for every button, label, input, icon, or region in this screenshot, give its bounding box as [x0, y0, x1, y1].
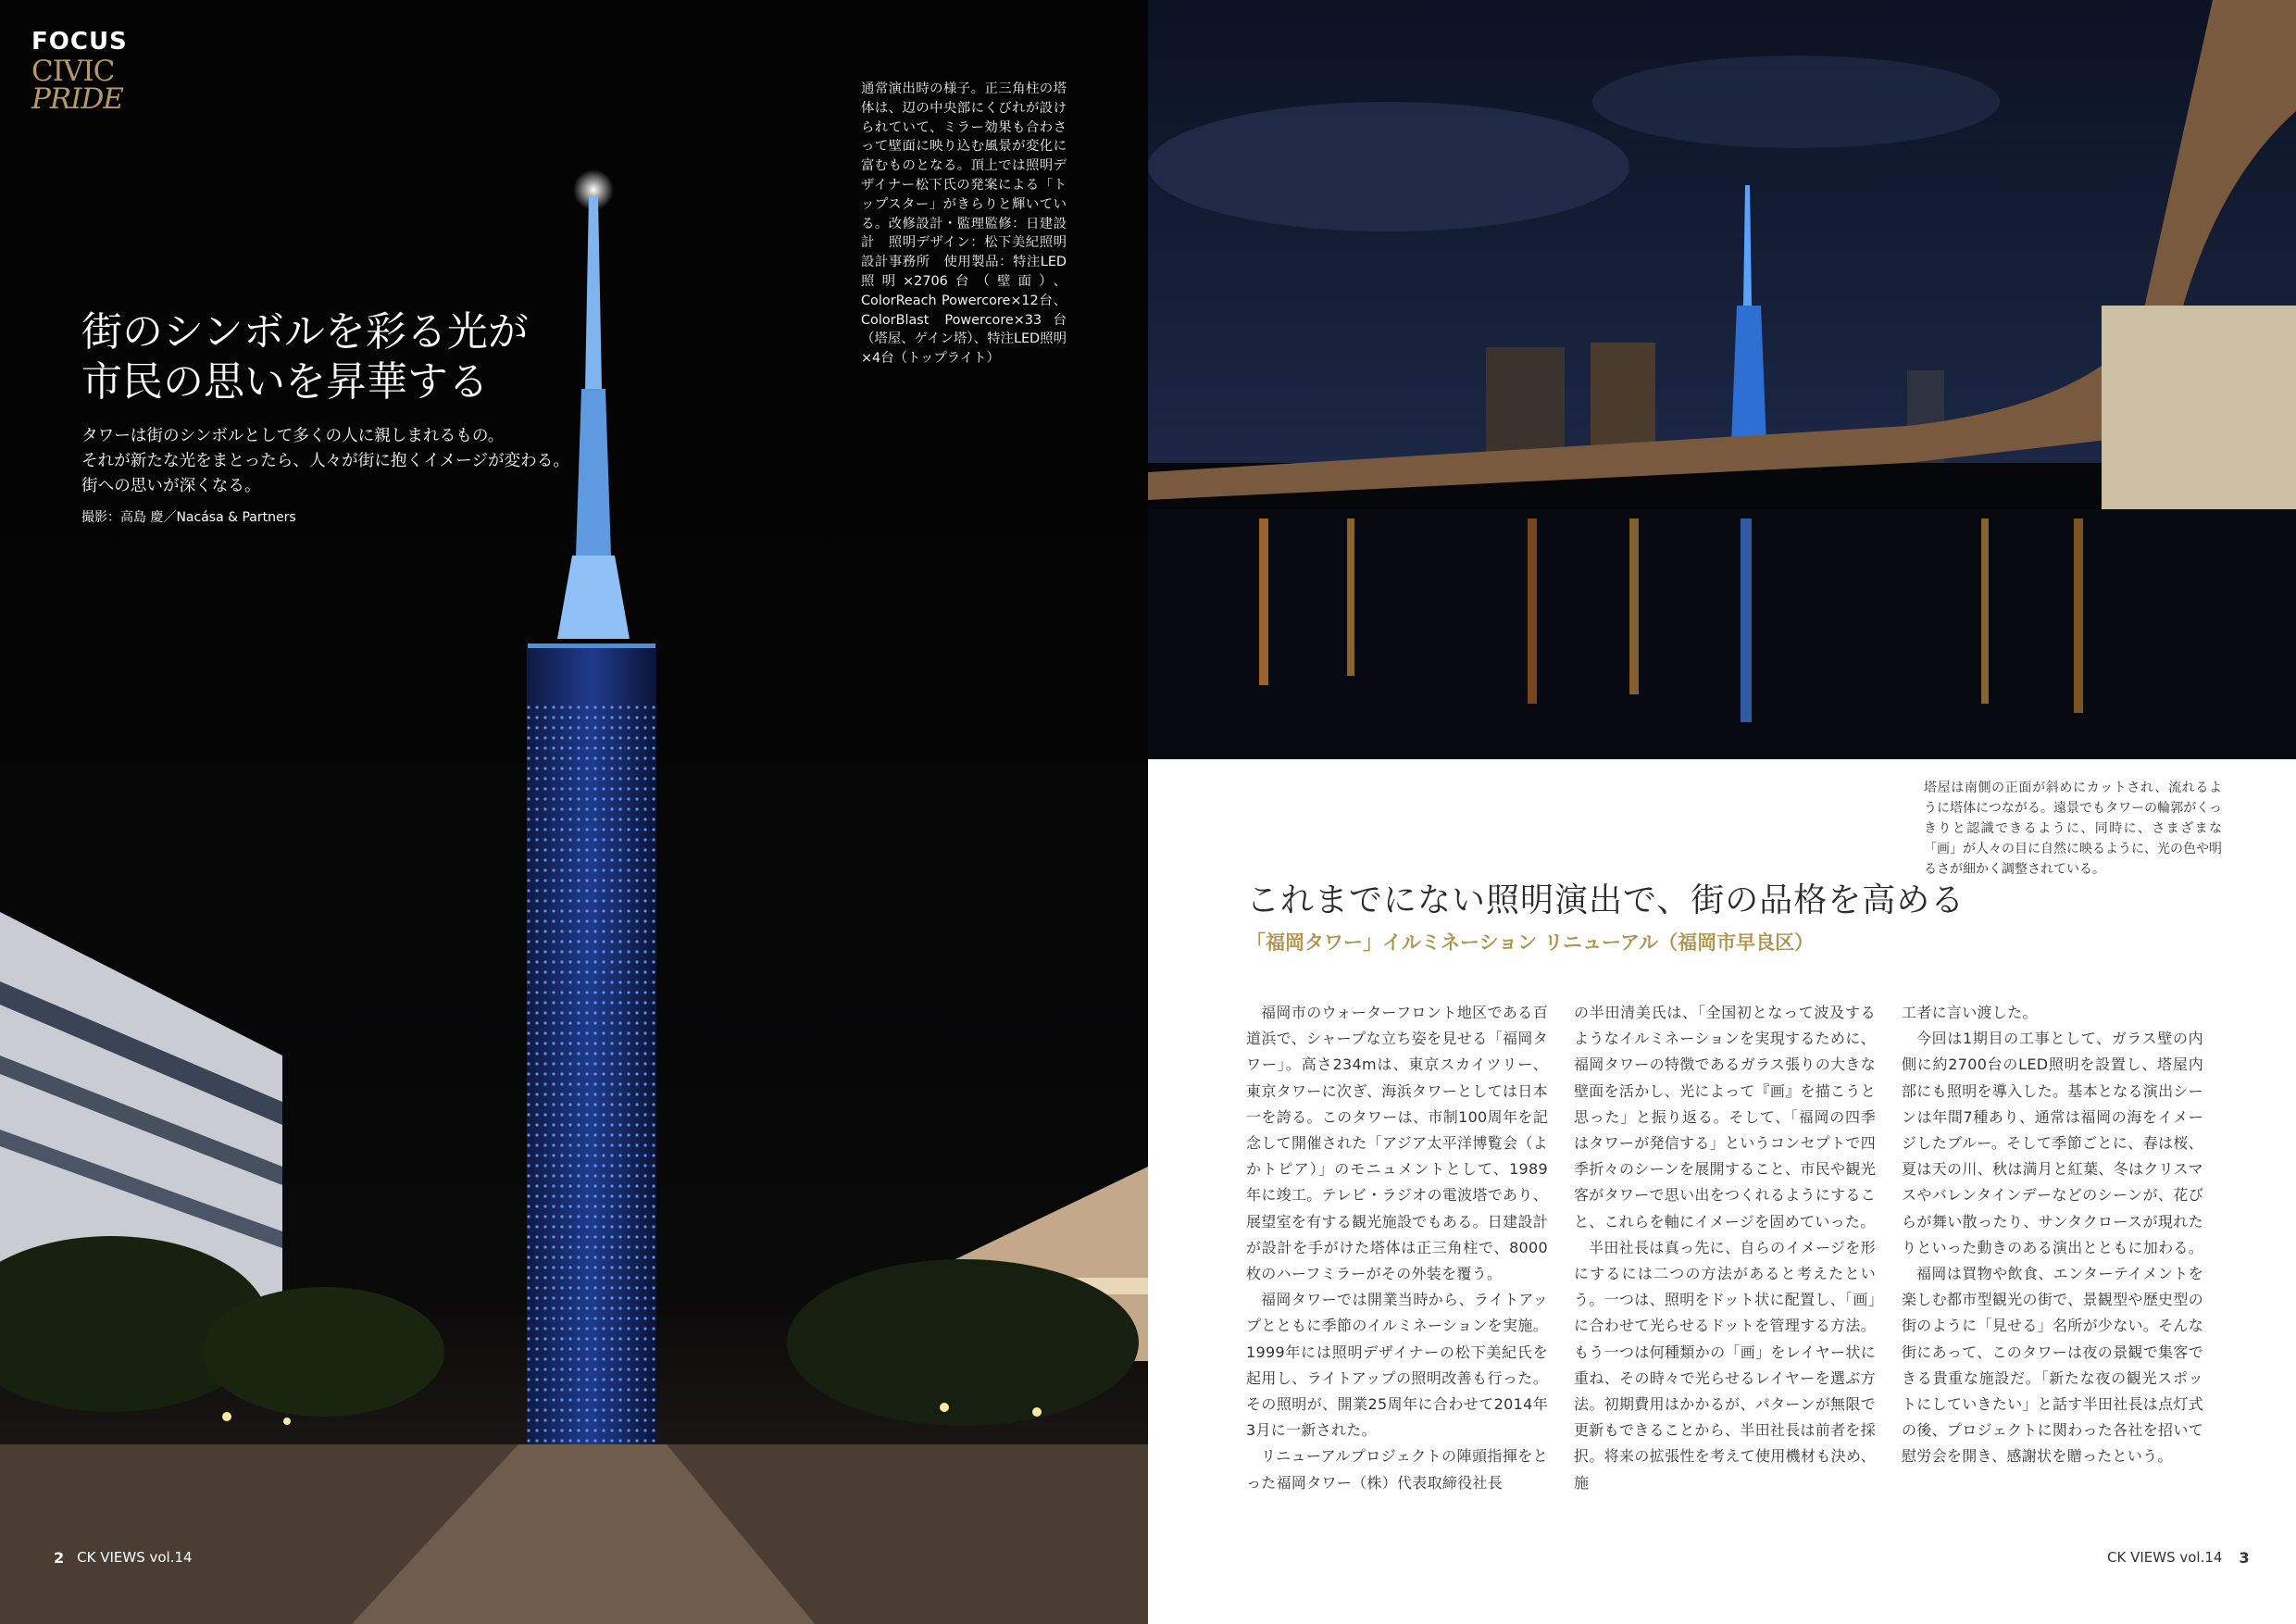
page-number-left: 2: [54, 1549, 65, 1567]
article-subheading: 「福岡タワー」イルミネーション リニューアル（福岡市早良区）: [1246, 931, 1815, 954]
paragraph: 工者に言い渡した。: [1902, 1004, 2038, 1021]
lead-line2: それが新たな光をまとったら、人々が街に抱くイメージが変わる。: [81, 452, 569, 470]
page-number-right: 3: [2239, 1549, 2250, 1567]
article-column-3: [1902, 1000, 2203, 1470]
civic-word: CIVIC: [31, 55, 115, 88]
paragraph: リニューアルプロジェクトの陣頭指揮をとった福岡タワー（株）代表取締役社長: [1246, 1447, 1548, 1492]
lead-line1: タワーは街のシンボルとして多くの人に親しまれるもの。: [81, 427, 505, 445]
right-page: [1148, 0, 2296, 1624]
tower-cap-caption: 塔屋は南側の正面が斜めにカットされ、流れるように塔体につながる。遠景でもタワーの輪郭がくっきりと認識できるように、同時に、さまざまな「画」が人々の目に自然に映るように、光の色や明るさが細かく調整されている。: [1924, 781, 2222, 877]
paragraph: 今回は1期目の工事として、ガラス壁の内側に約2700台のLED照明を設置し、塔屋内部にも照明を導入した。基本となる演出シーンは年間7種あり、通常は福岡の海をイメージしたブルー。そして季節ごとに、春は桜、夏は天の川、秋は満月と紅葉、冬はクリスマスやバレンタインデーなどのシーンが、花びらが舞い散ったり、サンタクロースが現れたりといった動きのある演出とともに加わる。: [1902, 1030, 2204, 1256]
article-column-2: [1574, 1000, 1876, 1496]
magazine-name-left: CK VIEWS vol.14: [77, 1549, 193, 1566]
magazine-name-right: CK VIEWS vol.14: [2107, 1549, 2223, 1566]
article-heading: これまでにない照明演出で、街の品格を高める: [1246, 881, 1965, 919]
pride-word: PRIDE: [31, 82, 123, 116]
paragraph: 福岡市のウォーターフロント地区である百道浜で、シャープな立ち姿を見せる「福岡タワー」。高さ234mは、東京スカイツリー、東京タワーに次ぎ、海浜タワーとしては日本一を誇る。このタワーは、市制100周年を記念して開催された「アジア太平洋博覧会（よかトピア）」のモニュメントとして、1989年に竣工。テレビ・ラジオの電波塔であり、展望室を有する観光施設でもある。日建設計が設計を手がけた塔体は正三角柱で、8000枚のハーフミラーがその外装を覆う。: [1246, 1004, 1549, 1283]
folio-right: [2107, 1549, 2250, 1567]
article-column-1: [1246, 1000, 1548, 1496]
paragraph: 半田社長は真っ先に、自らのイメージを形にするには二つの方法があると考えたという。一つは、照明をドット状に配置し、「画」に合わせて光らせるドットを管理する方法。もう一つは何種類かの「画」をレイヤー状に重ね、その時々で光らせるレイヤーを選ぶ方法。初期費用はかかるが、パターンが無限で更新もできることから、半田社長は前者を採択。将来の拡張性を考えて使用機材も決め、施: [1574, 1238, 1877, 1492]
civic-pride-logo: [31, 55, 123, 116]
lead-line3: 街への思いが深くなる。: [81, 477, 261, 495]
feature-lead: [81, 424, 600, 499]
photo-credit: 撮影：高島 慶／Nacása & Partners: [81, 510, 296, 525]
section-label: FOCUS: [31, 28, 128, 56]
waterfront-night-photo: [1148, 0, 2296, 759]
feature-title-line2: 市民の思いを昇華する: [81, 358, 489, 406]
paragraph: 福岡タワーでは開業当時から、ライトアップとともに季節のイルミネーションを実施。1999年には照明デザイナーの松下美紀氏を起用し、ライトアップの照明改善も行った。その照明が、開業25周年に合わせて2014年3月に一新された。: [1246, 1291, 1548, 1440]
tower-caption: 通常演出時の様子。正三角柱の塔体は、辺の中央部にくびれが設けられていて、ミラー効果も合わさって壁面に映り込む風景が変化に富むものとなる。頂上では照明デザイナー松下氏の発案による「トップスター」がきらりと輝いている。改修設計・監理監修：日建設計 照明デザイン：松下美紀照明設計事務所 使用製品：特注LED照明×2706台（壁面）、ColorReach Powercore×12台、ColorBlast Powercore×33台（塔屋、ゲイン塔）、特注LED照明×4台（トップライト）: [861, 81, 1067, 367]
feature-title-line1: 街のシンボルを彩る光が: [81, 308, 529, 356]
folio-left: [54, 1549, 193, 1567]
feature-title: [81, 307, 529, 407]
paragraph: の半田清美氏は、「全国初となって波及するようなイルミネーションを実現するために、福岡タワーの特徴であるガラス張りの大きな壁面を活かし、光によって『画』を描こうと思った」と振り返る。そして、「福岡の四季はタワーが発信する」というコンセプトで四季折々のシーンを展開すること、市民や観光客がタワーで思い出をつくれるようにすること、これらを軸にイメージを固めていった。: [1574, 1004, 1877, 1230]
paragraph: 福岡は買物や飲食、エンターテイメントを楽しむ都市型観光の街で、景観型や歴史型の街のように「見せる」名所が少ない。そんな街にあって、このタワーは夜の景観で集客できる貴重な施設だ。「新たな夜の観光スポットにしていきたい」と話す半田社長は点灯式の後、プロジェクトに関わった各社を招いて慰労会を開き、感謝状を贈ったという。: [1902, 1265, 2204, 1466]
